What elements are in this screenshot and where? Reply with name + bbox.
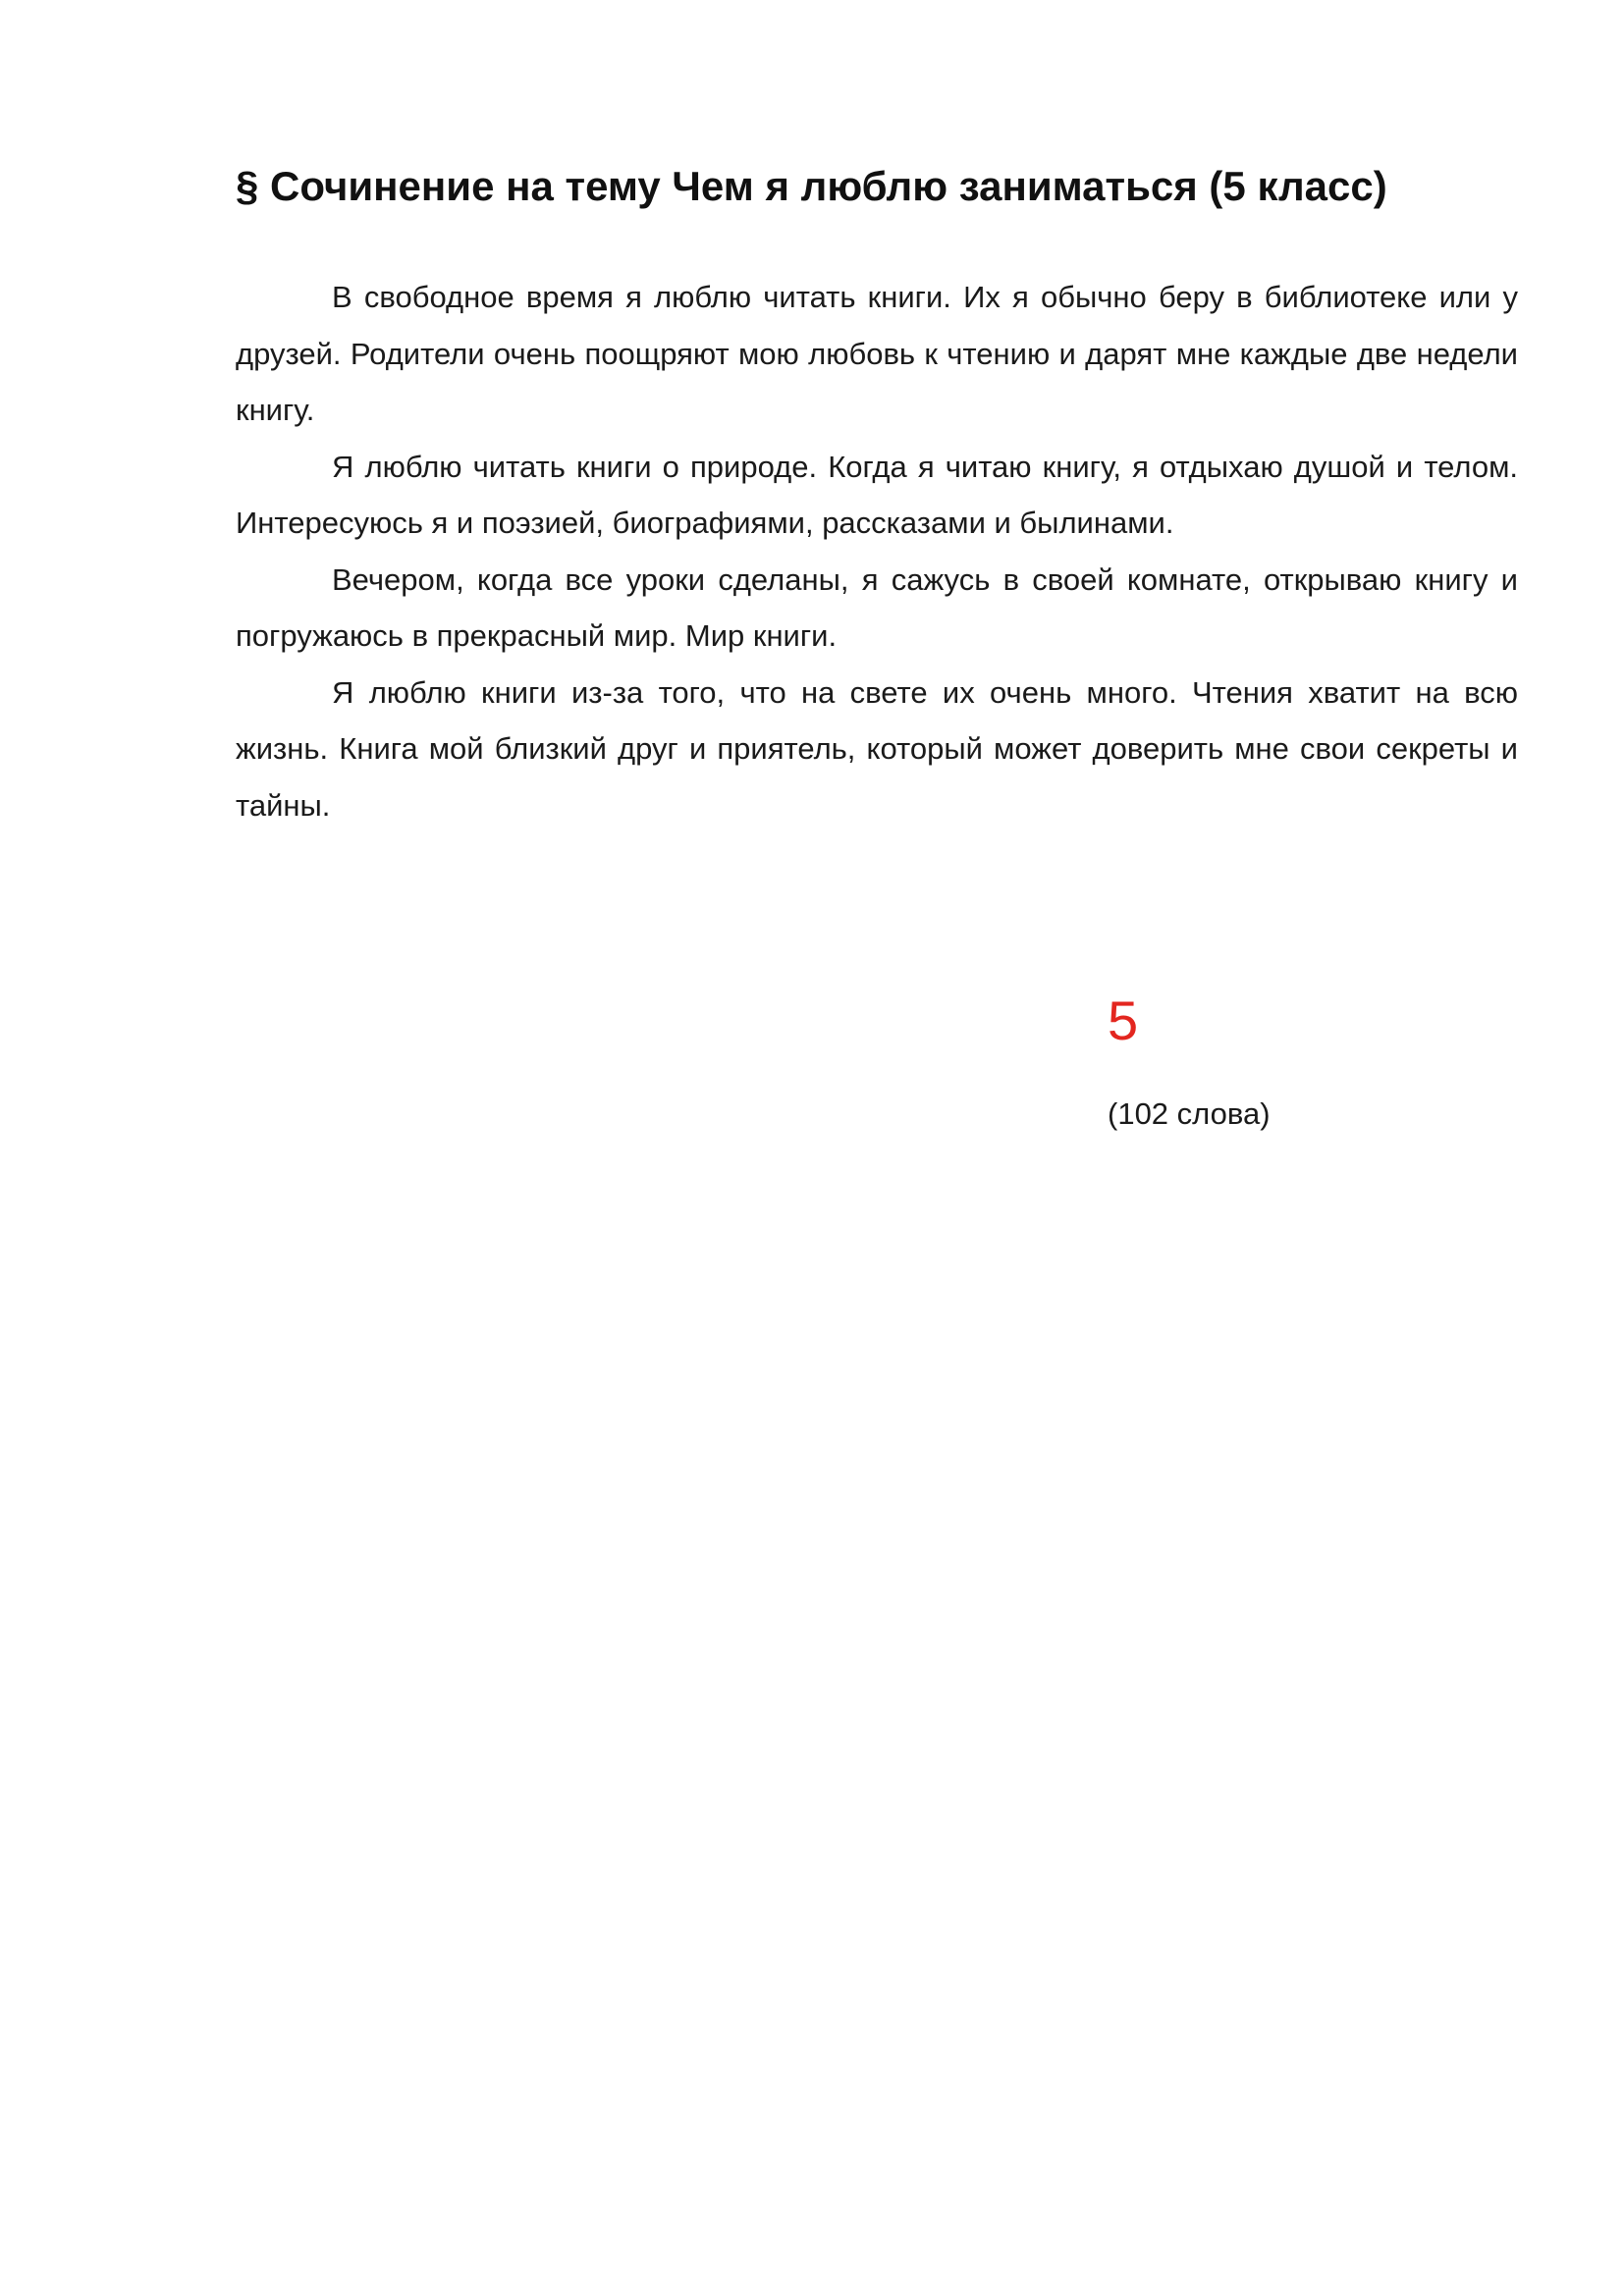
essay-paragraph-3: Вечером, когда все уроки сделаны, я сажусь в своей комнате, открываю книгу и погружаюсь в прекрасный мир. Мир книги. (236, 561, 1518, 653)
essay-paragraph-1: В свободное время я люблю читать книги. Их я обычно беру в библиотеке или у друзей. Родители очень поощряют мою любовь к чтению и дарят мне каждые две недели книгу. (236, 280, 1518, 427)
essay-title: § Сочинение на тему Чем я люблю заниматься (5 класс) (236, 163, 1387, 209)
essay-body (236, 269, 1518, 833)
word-count: (102 слова) (1108, 1096, 1271, 1131)
essay-content (236, 147, 1518, 833)
grade-mark: 5 (1108, 989, 1139, 1051)
essay-paragraph-4: Я люблю книги из-за того, что на свете их очень много. Чтения хватит на всю жизнь. Книга мой близкий друг и приятель, который может доверить мне свои секреты и тайны. (236, 674, 1518, 823)
essay-paragraph-2: Я люблю читать книги о природе. Когда я читаю книгу, я отдыхаю душой и телом. Интересуюсь я и поэзией, биографиями, рассказами и былинами. (236, 449, 1518, 540)
